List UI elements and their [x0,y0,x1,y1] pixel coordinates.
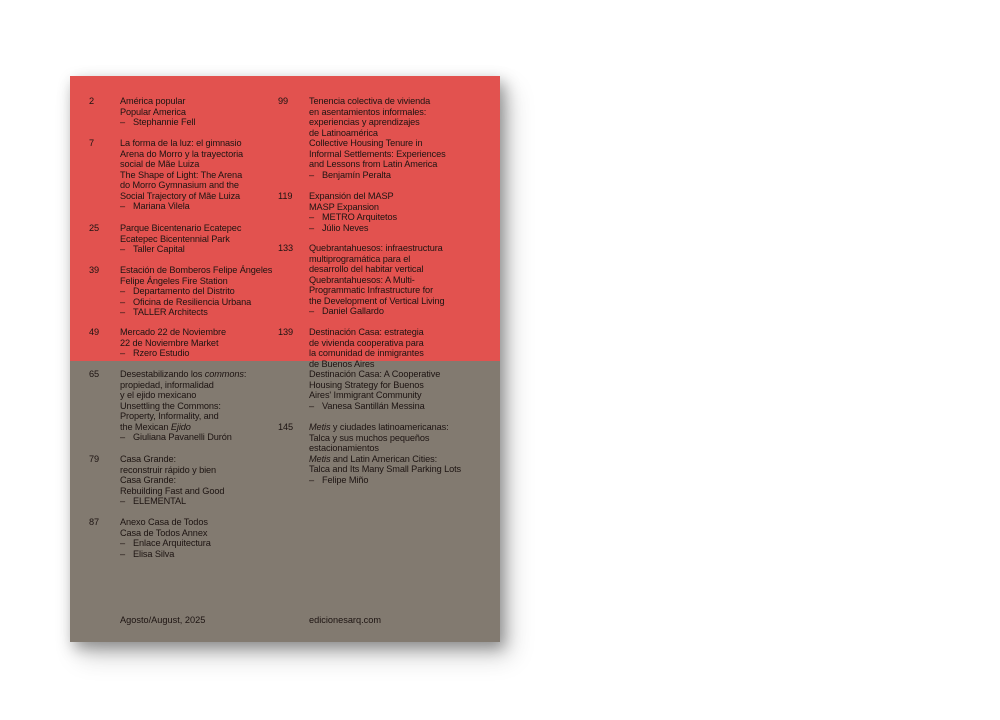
entry-body [120,265,272,318]
entry-body [120,517,211,559]
entry-body [120,223,241,255]
credit-dash: – [309,212,315,222]
entry-title-line: Collective Housing Tenure in [309,138,423,148]
entry-title-line: y el ejido mexicano [120,390,197,400]
entry-title-line: social de Mãe Luiza [120,159,200,169]
entry-title-line: Tenencia colectiva de vivienda [309,96,431,106]
credit-name: Felipe Miño [322,474,369,485]
page-number: 65 [89,369,100,379]
entry-body [120,96,195,128]
entry-title-line: de vivienda cooperativa para [309,337,424,348]
entry-title-line: the Development of Vertical Living [309,295,445,306]
credit-dash: – [120,286,126,296]
page-number: 139 [278,327,294,337]
entry-title-line: la comunidad de inmigrantes [309,348,424,358]
page-number: 7 [89,138,95,148]
credit-dash: – [309,169,315,180]
entry-credit [309,475,461,486]
page-number: 119 [278,191,293,201]
entry-credit [120,432,246,443]
entry-title-line: Programmatic Infrastructure for [309,285,434,295]
credit-name: Oficina de Resiliencia Urbana [133,296,252,307]
credit-name: Departamento del Distrito [133,286,235,296]
page-number: 2 [89,96,95,106]
entry-credit [309,401,440,412]
credit-name: Rzero Estudio [133,348,190,358]
page-number: 99 [278,96,289,106]
entry-credit [309,306,445,317]
entry-credit [120,307,272,318]
page-number: 39 [89,265,100,275]
credit-name: Benjamín Peralta [322,169,391,180]
entry-title-line: en asentamientos informales: [309,106,427,117]
entry-title-line: Desestabilizando los commons: [120,369,247,379]
entry-credit [120,496,224,507]
credit-dash: – [309,306,315,316]
credit-name: Mariana Vilela [133,201,190,211]
entry-title-line: Parque Bicentenario Ecatepec [120,223,242,233]
entry-title-line: Destinación Casa: estrategia [309,327,424,337]
entry-title-line: experiencias y aprendizajes [309,117,420,127]
entry-title-line: Popular America [120,106,186,117]
credit-dash: – [120,307,126,317]
credit-dash: – [309,474,315,485]
entry-title-line: Aires' Immigrant Community [309,390,422,400]
entry-title-line: Arena do Morro y la trayectoria [120,148,244,159]
entry-credit [120,244,241,255]
entry-body [309,243,445,317]
entry-credit [309,212,397,223]
credit-dash: – [309,222,315,233]
credit-dash: – [120,296,126,307]
page-number: 87 [89,517,100,527]
entry-title-line: MASP Expansion [309,201,379,212]
entry-credit [120,297,272,308]
entry-title-line: Mercado 22 de Noviembre [120,327,226,337]
entry-title-line: desarrollo del habitar vertical [309,264,424,274]
entry-title-line: Destinación Casa: A Cooperative [309,369,441,379]
entry-title-line: Metis and Latin American Cities: [309,453,438,464]
page-number: 79 [89,454,100,464]
credit-dash: – [309,400,315,411]
entry-title-line: Casa Grande: [120,454,176,464]
credit-name: Elisa Silva [133,548,175,559]
entry-title-line: La forma de la luz: el gimnasio [120,138,242,148]
entry-title-line: Social Trajectory of Mãe Luiza [120,190,241,201]
entry-title-line: de Buenos Aires [309,358,375,369]
entry-title-line: 22 de Noviembre Market [120,337,219,348]
entry-body [120,138,243,212]
entry-body [309,191,397,233]
entry-body [309,96,446,180]
entry-body [120,454,224,507]
entry-title-line: Expansión del MASP [309,191,394,201]
page-number: 133 [278,243,294,253]
page-number: 49 [89,327,100,337]
entry-credit [309,223,397,234]
credit-dash: – [120,348,126,358]
credit-dash: – [120,201,126,211]
entry-title-line: Housing Strategy for Buenos [309,379,424,390]
credit-name: METRO Arquitetos [322,212,397,222]
entry-title-line: propiedad, informalidad [120,379,214,390]
entry-title-line: multiprogramática para el [309,253,411,264]
page-number: 145 [278,422,294,432]
entry-title-line: Casa de Todos Annex [120,527,208,538]
credit-name: Taller Capital [133,244,185,254]
entry-title-line: Talca and Its Many Small Parking Lots [309,464,462,474]
credit-dash: – [120,548,126,559]
entry-credit [120,201,243,212]
entry-title-line: estacionamientos [309,443,379,453]
entry-title-line: Felipe Ángeles Fire Station [120,275,228,286]
entry-title-line: Informal Settlements: Experiences [309,148,446,159]
publisher-website[interactable]: edicionesarq.com [309,615,382,625]
entry-title-line: Unsettling the Commons: [120,400,221,411]
credit-name: Daniel Gallardo [322,306,384,316]
entry-body [120,369,246,443]
entry-title-line: Property, Informality, and [120,411,219,421]
credit-dash: – [120,496,126,506]
entry-title-line: de Latinoamérica [309,127,378,138]
credit-name: Giuliana Pavanelli Durón [133,432,232,442]
issue-date: Agosto/August, 2025 [120,615,206,625]
entry-credit [120,538,211,549]
entry-title-line: Metis y ciudades latinoamericanas: [309,422,449,432]
entry-body [309,327,440,411]
page-number: 25 [89,223,100,233]
entry-title-line: Estación de Bomberos Felipe Ángeles [120,265,273,275]
credit-dash: – [120,244,126,254]
credit-name: Stephannie Fell [133,117,196,127]
credit-dash: – [120,117,126,127]
credit-name: Júlio Neves [322,222,369,233]
entry-credit [309,170,446,181]
entry-title-line: the Mexican Ejido [120,421,191,432]
entry-credit [120,549,211,560]
entry-title-line: Casa Grande: [120,475,176,485]
entry-credit [120,348,226,359]
credit-dash: – [120,432,126,442]
entry-title-line: Ecatepec Bicentennial Park [120,233,230,244]
entry-title-line: Quebrantahuesos: infraestructura [309,243,443,253]
entry-title-line: do Morro Gymnasium and the [120,180,239,190]
entry-title-line: Quebrantahuesos: A Multi- [309,274,415,285]
entry-title-line: Rebuilding Fast and Good [120,485,225,496]
credit-name: Vanesa Santillán Messina [322,400,425,411]
entry-title-line: and Lessons from Latin America [309,159,438,169]
entry-body [120,327,226,359]
credit-name: Enlace Arquitectura [133,538,211,548]
entry-title-line: Anexo Casa de Todos [120,517,208,527]
credit-dash: – [120,538,126,548]
magazine-back-cover [70,76,500,642]
entry-title-line: reconstruir rápido y bien [120,464,217,475]
entry-credit [120,117,195,128]
credit-name: ELEMENTAL [133,496,187,506]
entry-title-line: América popular [120,96,186,106]
entry-credit [120,286,272,297]
entry-title-line: The Shape of Light: The Arena [120,169,243,180]
entry-body [309,422,461,485]
entry-title-line: Talca y sus muchos pequeños [309,432,430,443]
credit-name: TALLER Architects [133,307,208,317]
